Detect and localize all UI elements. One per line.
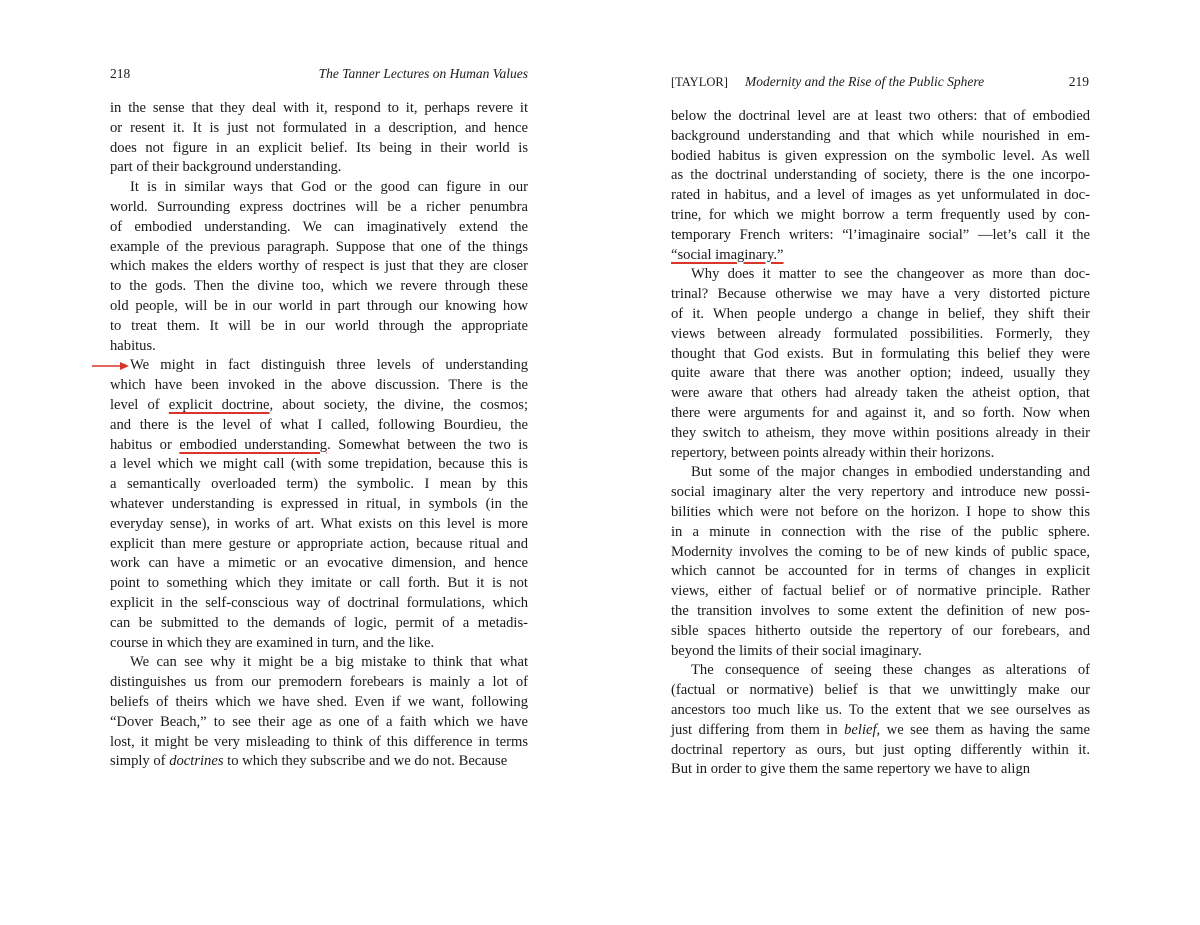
text-line: quite aware that there was another option; indeed, usually they [671, 365, 1090, 382]
text-line: old people, will be in our world in part through our knowing how [110, 297, 528, 314]
text-line: beliefs of theirs which we have shed. Even if we want, following [110, 693, 528, 710]
right-body-text [671, 107, 1090, 780]
text-line: example of the previous paragraph. Suppose that one of the things [110, 238, 528, 255]
text-line: social imaginary alter the very repertory and introduce new possi- [671, 484, 1090, 501]
text-line: ancestors too much like us. To the extent that we see ourselves as [671, 701, 1090, 718]
text-segment: to which they subscribe and we do not. Because [223, 753, 508, 770]
text-line: as the doctrinal understanding of society, there is the one incorpo- [671, 167, 1090, 184]
text-line: which cannot be accounted for in terms of changes in explicit [671, 563, 1090, 580]
text-line: part of their background understanding. [110, 159, 342, 176]
text-line: point to something which they imitate or call forth. But it is not [110, 575, 528, 592]
text-segment: , about society, the divine, the cosmos; [269, 396, 528, 413]
text-line: thought that God exists. But in formulating this belief they were [671, 345, 1090, 362]
text-line: sible spaces hitherto outside the repertory of our forebears, and [671, 622, 1090, 639]
text-line: rated in habitus, and a level of images as yet unformulated in doc- [671, 187, 1090, 204]
text-line: a semantically overloaded term) the symbolic. I mean by this [110, 476, 528, 493]
text-line: repertory, between points already within their horizons. [671, 444, 995, 461]
text-line: in the sense that they deal with it, respond to it, perhaps revere it [110, 100, 528, 116]
text-line: of embodied understanding. We can imaginatively extend the [110, 218, 528, 235]
text-segment: habitus or [110, 436, 180, 453]
text-line: of it. When people undergo a change in belief, they shift their [671, 305, 1090, 322]
text-line: which makes the elders worthy of respect is just that they are closer [110, 258, 528, 275]
text-line: the transition involves to some extent the definition of new pos- [671, 602, 1090, 619]
italic-term: doctrines [169, 753, 224, 770]
text-line: which have been invoked in the above discussion. There is the [110, 377, 528, 394]
text-line: habitus. [110, 337, 156, 354]
text-line: It is in similar ways that God or the good can figure in our [130, 179, 528, 196]
text-line: “Dover Beach,” to see their age as one of a faith which we have [110, 713, 528, 730]
text-line: can be submitted to the demands of logic, permit of a metadis- [110, 614, 528, 631]
text-line: or resent it. It is just not formulated in a description, and hence [110, 119, 528, 136]
text-line: there were arguments for and against it, and so forth. Now when [671, 404, 1090, 421]
text-line: lost, it might be very misleading to think of this difference in terms [110, 733, 528, 750]
text-segment: level of [110, 396, 169, 413]
text-line [110, 396, 528, 416]
text-line: views between already formulated possibilities. Formerly, they [671, 325, 1090, 342]
italic-term: belief, [844, 721, 881, 738]
text-line: to treat them. It will be in our world through the appropriate [110, 317, 528, 334]
text-line: explicit in the self-conscious way of doctrinal formulations, which [110, 594, 528, 611]
text-line: We might in fact distinguish three levels of understanding [130, 357, 528, 374]
text-line: and there is the level of what I called, following Bourdieu, the [110, 416, 528, 433]
text-line: were aware that others had already taken the atheist option, that [671, 385, 1090, 402]
text-line: temporary French writers: “l’imaginaire social” —let’s call it the [671, 226, 1090, 243]
text-line: everyday sense), in works of art. What exists on this level is more [110, 515, 528, 532]
text-segment: we see them as having the same [880, 721, 1090, 738]
text-line [671, 246, 1090, 266]
left-running-title: The Tanner Lectures on Human Values [318, 66, 528, 81]
text-line: they switch to atheism, they move within positions already in their [671, 424, 1090, 441]
text-line: We can see why it might be a big mistake to think that what [130, 654, 528, 671]
text-line: beyond the limits of their social imaginary. [671, 642, 922, 659]
underlined-term: “social imaginary.” [671, 246, 784, 263]
underlined-term: explicit doctrine [168, 396, 270, 413]
text-line: a level which we might call (with some trepidation, because this is [110, 456, 528, 473]
right-running-head [671, 72, 1090, 92]
text-line: distinguishes us from our premodern forebears is mainly a lot of [110, 674, 528, 691]
text-line: trine, for which we might borrow a term frequently used by con- [671, 206, 1090, 223]
text-line: Modernity involves the coming to be of new kinds of public space, [671, 543, 1090, 560]
text-line: whatever understanding is expressed in ritual, in symbols (in the [110, 495, 528, 512]
text-segment: simply of [110, 753, 170, 770]
right-running-title: Modernity and the Rise of the Public Sphere [745, 74, 985, 89]
text-line: bodied habitus is given expression on the symbolic level. As well [671, 147, 1090, 164]
text-line: trinal? Because otherwise we may have a very distorted picture [671, 286, 1090, 303]
text-line: The consequence of seeing these changes as alterations of [691, 662, 1090, 679]
text-line: (factual or normative) belief is that we unwittingly make our [671, 682, 1090, 699]
right-page-number: 219 [1068, 74, 1089, 89]
text-line [110, 752, 528, 772]
text-line [110, 436, 528, 456]
text-line: Why does it matter to see the changeover as more than doc- [691, 266, 1090, 283]
text-line: But in order to give them the same repertory we have to align [671, 761, 1031, 778]
text-line: world. Surrounding express doctrines will be a richer penumbra [110, 198, 528, 215]
text-line [671, 721, 1090, 741]
text-line: work can have a mimetic or an evocative dimension, and hence [110, 555, 528, 572]
text-line: views, either of factual belief or of normative principle. Rather [671, 583, 1090, 600]
left-running-head [110, 64, 528, 84]
text-line: doctrinal repertory as ours, but just opting differently within it. [671, 741, 1090, 758]
text-line: to the gods. Then the divine too, which we revere through these [110, 278, 528, 295]
text-segment: just differing from them in [671, 721, 845, 738]
annotation-arrow-icon [92, 359, 130, 373]
text-line: below the doctrinal level are at least two others: that of embodied [671, 108, 1090, 124]
underlined-term: embodied understanding [179, 436, 328, 453]
author-tag: [TAYLOR] [671, 75, 728, 89]
text-line: explicit than mere gesture or appropriate action, because ritual and [110, 535, 528, 552]
text-segment: . Somewhat between the two is [327, 436, 528, 453]
left-page-number: 218 [110, 66, 131, 81]
text-line: in a minute in connection with the rise of the public sphere. [671, 523, 1090, 540]
text-line: But some of the major changes in embodied understanding and [691, 464, 1090, 481]
text-line: bilities which were not before on the horizon. I hope to show this [671, 503, 1090, 520]
text-line: background understanding and that which while nourished in em- [671, 127, 1090, 144]
text-line: course in which they are examined in turn, and the like. [110, 634, 435, 651]
left-body-text [110, 99, 528, 772]
text-line: does not figure in an explicit belief. Its being in their world is [110, 139, 528, 156]
